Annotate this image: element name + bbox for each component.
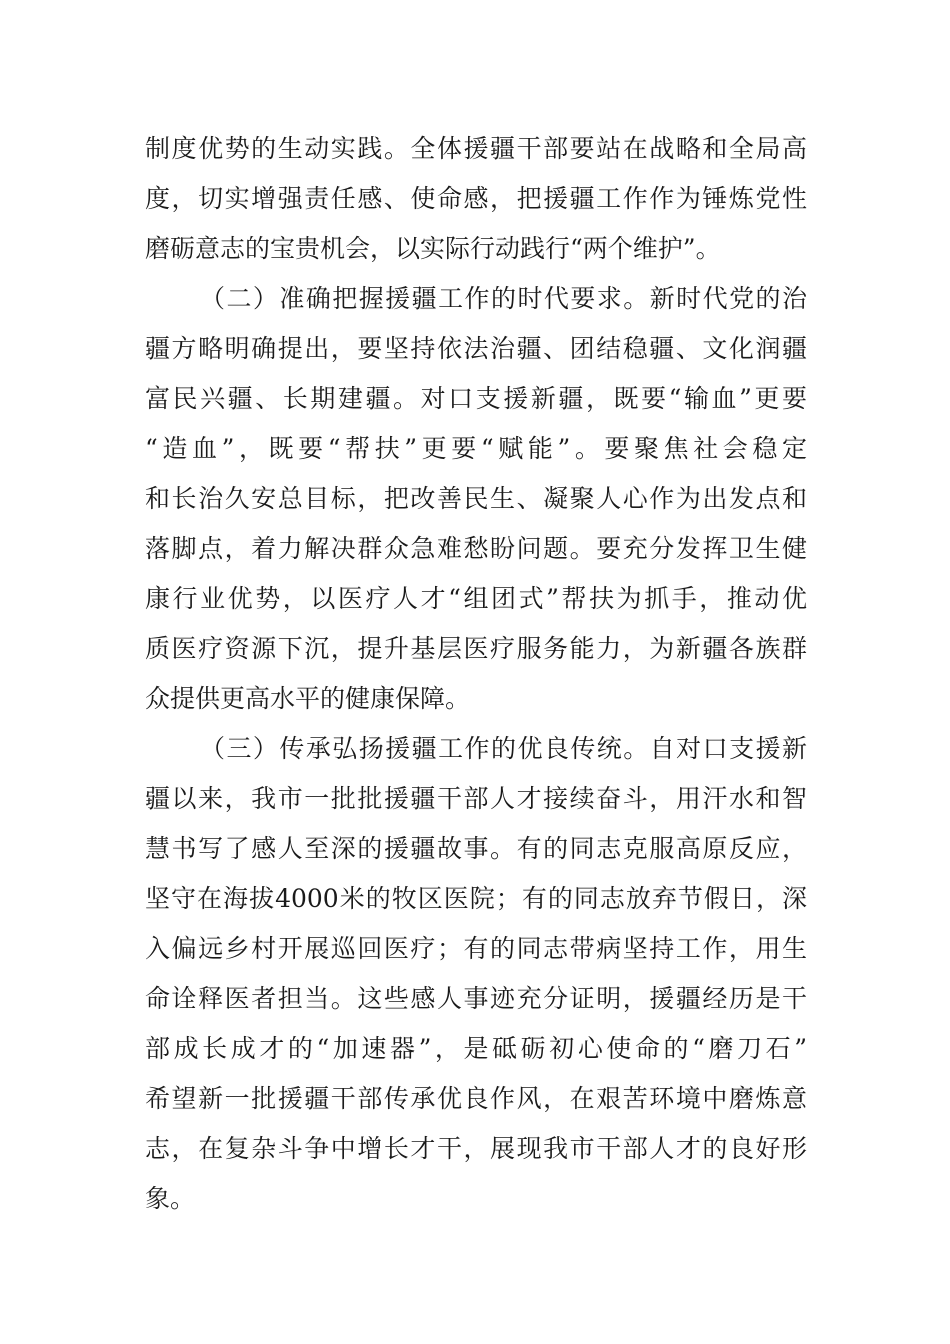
text-line: 命诠释医者担当。这些感人事迹充分证明，援疆经历是干 (145, 984, 807, 1013)
text-line: 磨砺意志的宝贵机会，以实际行动践行“两个维护”。 (145, 234, 721, 263)
text-line: 入偏远乡村开展巡回医疗；有的同志带病坚持工作，用生 (145, 934, 807, 963)
paragraph-start-line: （三）传承弘扬援疆工作的优良传统。自对口支援新 (200, 734, 807, 763)
text-line: 制度优势的生动实践。全体援疆干部要站在战略和全局高 (145, 134, 807, 163)
text-line: 度，切实增强责任感、使命感，把援疆工作作为锤炼党性 (145, 184, 807, 213)
text-line: 志，在复杂斗争中增长才干，展现我市干部人才的良好形 (145, 1134, 807, 1163)
text-line: 部成长成才的“加速器”，是砥砺初心使命的“磨刀石” (145, 1034, 807, 1063)
text-line: 疆以来，我市一批批援疆干部人才接续奋斗，用汗水和智 (145, 784, 807, 813)
text-line: 众提供更高水平的健康保障。 (145, 684, 471, 713)
text-line: 疆方略明确提出，要坚持依法治疆、团结稳疆、文化润疆 (145, 334, 807, 363)
body-text (145, 124, 807, 1224)
text-line: 富民兴疆、长期建疆。对口支援新疆，既要“输血”更要 (145, 384, 807, 413)
text-line: 慧书写了感人至深的援疆故事。有的同志克服高原反应， (145, 834, 807, 863)
text-line: 希望新一批援疆干部传承优良作风，在艰苦环境中磨炼意 (145, 1084, 807, 1113)
text-line: “造血”，既要“帮扶”更要“赋能”。要聚焦社会稳定 (145, 434, 807, 463)
text-line: 质医疗资源下沉，提升基层医疗服务能力，为新疆各族群 (145, 634, 807, 663)
text-line: 坚守在海拔4000米的牧区医院；有的同志放弃节假日，深 (145, 884, 807, 913)
text-line: 康行业优势，以医疗人才“组团式”帮扶为抓手，推动优 (145, 584, 807, 613)
text-line: 和长治久安总目标，把改善民生、凝聚人心作为出发点和 (145, 484, 807, 513)
text-line: 象。 (145, 1184, 196, 1213)
paragraph-start-line: （二）准确把握援疆工作的时代要求。新时代党的治 (200, 284, 807, 313)
text-line: 落脚点，着力解决群众急难愁盼问题。要充分发挥卫生健 (145, 534, 807, 563)
